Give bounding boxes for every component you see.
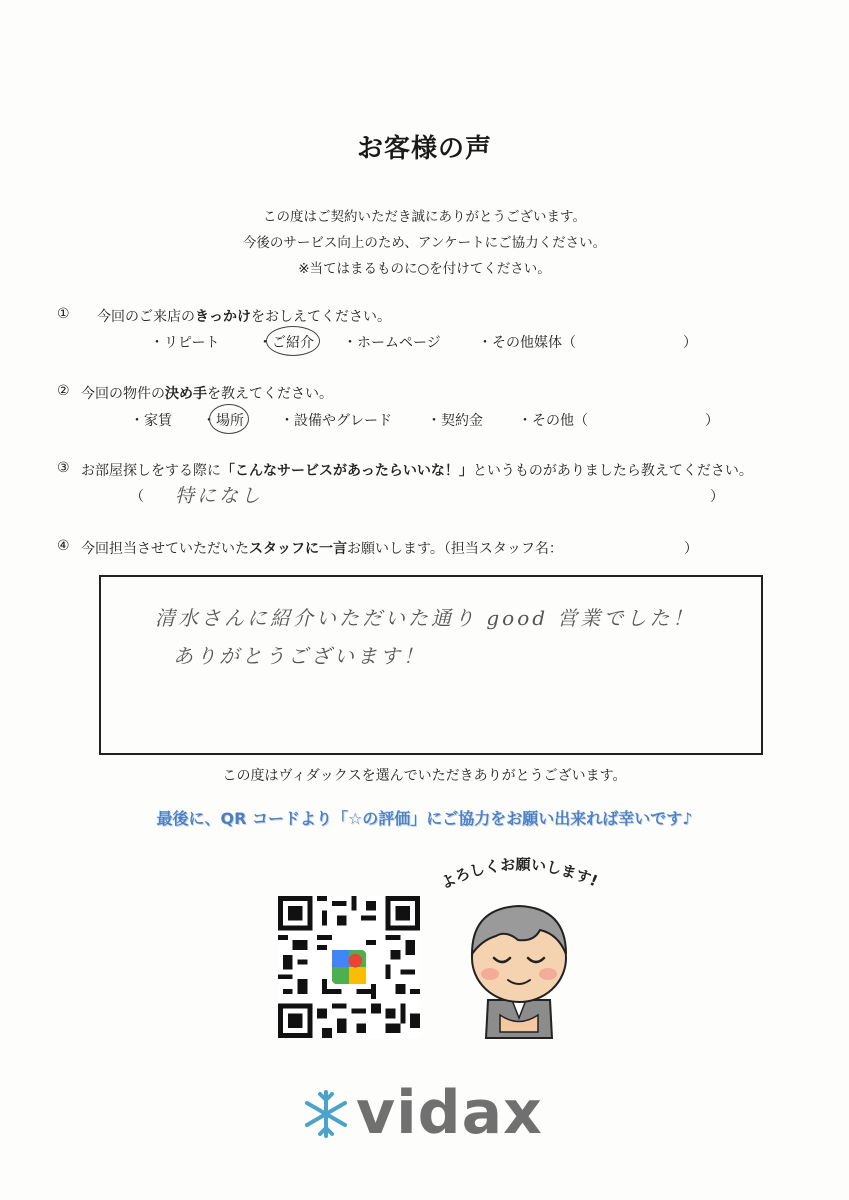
q4-text — [81, 538, 563, 558]
q3-answer-handwritten[interactable]: 特になし — [175, 485, 264, 507]
q4-text-post: お願いします。（担当スタッフ名： — [347, 541, 563, 557]
vidax-logo-text: vidax — [356, 1078, 543, 1148]
bowing-staff-illustration — [430, 850, 608, 1040]
q2-text-pre: 今回の物件の — [81, 386, 165, 402]
vidax-logo-icon — [300, 1088, 352, 1140]
illustration-caption: よろしくお願いします! — [437, 855, 601, 893]
q3-text-pre: お部屋探しをする際に — [81, 463, 221, 479]
qr-code[interactable] — [278, 896, 420, 1038]
comment-line-2: ありがとうございます！ — [173, 644, 426, 668]
q1-text-bold: きっかけ — [195, 309, 251, 325]
q2-text — [81, 383, 333, 403]
q4-text-pre: 今回担当させていただいた — [81, 541, 249, 557]
comment-line-1: 清水さんに紹介いただいた通り good 営業でした！ — [155, 606, 696, 630]
q2-text-post: を教えてください。 — [207, 386, 333, 402]
q2-option-facilities[interactable]: ・設備やグレード — [280, 413, 392, 429]
q3-text — [81, 460, 753, 480]
q3-open-paren: （ — [130, 489, 144, 505]
q3-text-post: というものがありましたら教えてください。 — [472, 463, 753, 479]
q1-number: ① — [57, 306, 70, 322]
q4-close-paren: ） — [684, 541, 698, 557]
q2-option-other[interactable]: ・その他（ — [518, 413, 588, 429]
q1-option-repeat[interactable]: ・リピート — [150, 335, 220, 351]
comment-box[interactable] — [99, 575, 763, 755]
closing-message: この度はヴィダックスを選んでいただきありがとうございます。 — [222, 768, 627, 784]
q1-option-homepage[interactable]: ・ホームページ — [343, 335, 441, 351]
qr-call-to-action: 最後に、QR コードより「☆の評価」にご協力をお願い出来れば幸いです♪ — [156, 809, 693, 828]
q2-selected-circle — [209, 404, 249, 434]
intro-line-3: ※当てはまるものに○を付けてください。 — [298, 261, 551, 277]
q1-option-other-media[interactable]: ・その他媒体（ — [478, 335, 576, 351]
intro-line-1: この度はご契約いただき誠にありがとうございます。 — [263, 209, 586, 225]
q2-option-contract-fee[interactable]: ・契約金 — [427, 413, 483, 429]
q1-text-post: をおしえてください。 — [251, 309, 391, 325]
q3-close-paren: ） — [710, 489, 724, 505]
q1-selected-circle — [266, 326, 320, 356]
q2-number: ② — [57, 383, 70, 399]
q4-number: ④ — [57, 538, 70, 554]
q2-option-other-close: ） — [705, 413, 719, 429]
page-title: お客様の声 — [356, 134, 492, 164]
qr-code-graphic — [278, 896, 420, 1038]
q4-text-bold: スタッフに一言 — [249, 541, 347, 557]
q3-number: ③ — [57, 460, 70, 476]
q1-text — [97, 306, 391, 326]
q2-option-rent[interactable]: ・家賃 — [130, 413, 172, 429]
q1-option-other-close: ） — [683, 335, 697, 351]
q3-text-bold: 「こんなサービスがあったらいいな！」 — [221, 463, 473, 479]
q1-text-pre: 今回のご来店の — [97, 309, 195, 325]
q2-option-location[interactable]: ・場所 — [202, 413, 244, 429]
q2-text-bold: 決め手 — [165, 386, 207, 402]
intro-line-2: 今後のサービス向上のため、アンケートにご協力ください。 — [242, 235, 607, 251]
q1-option-referral[interactable]: ・ご紹介 — [258, 335, 314, 351]
